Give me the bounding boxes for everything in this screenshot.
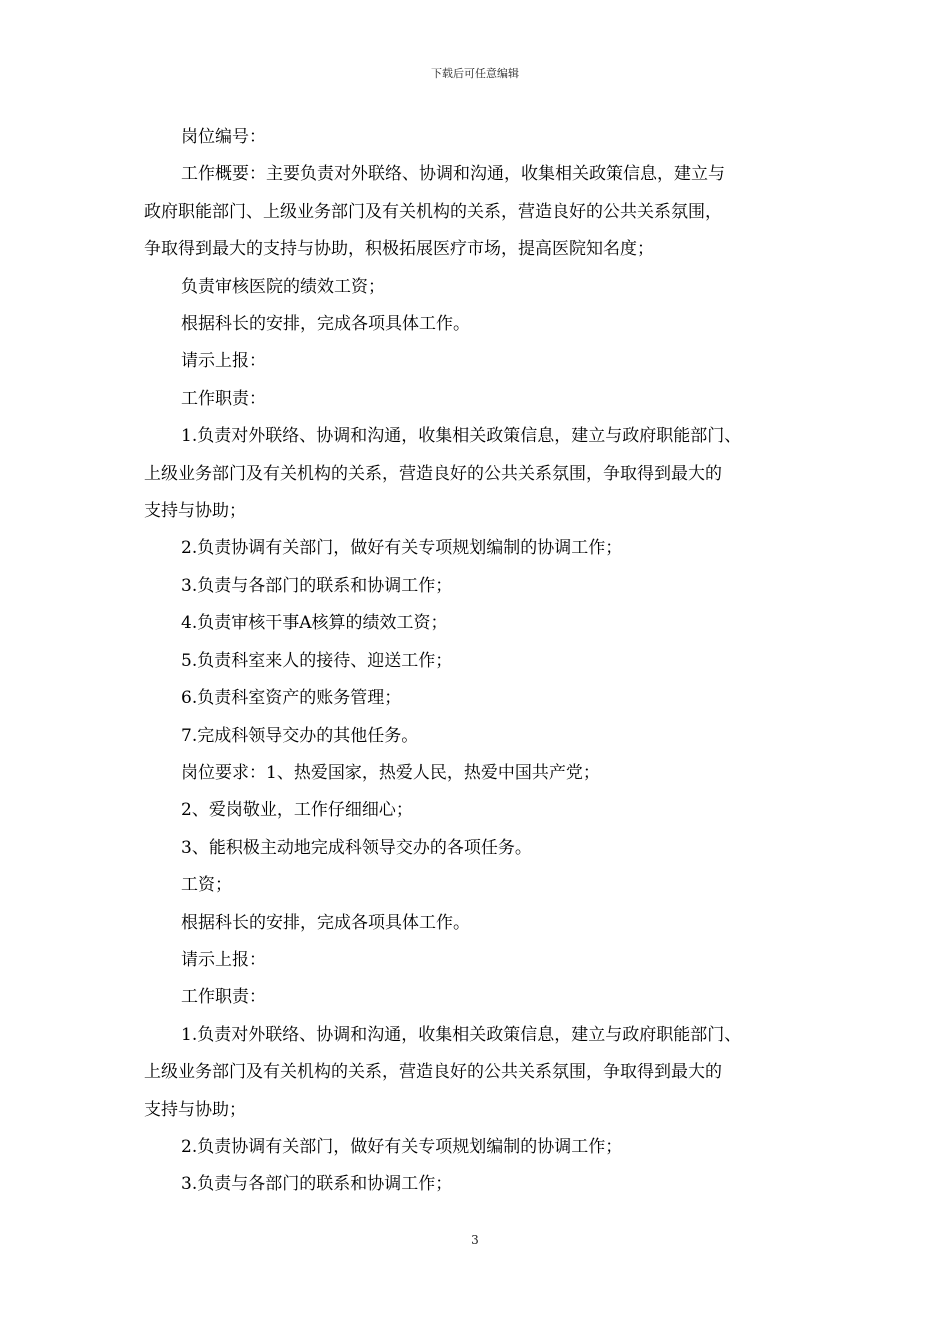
body-line: 1.负责对外联络、协调和沟通，收集相关政策信息，建立与政府职能部门、 (181, 426, 742, 447)
body-line: 5.负责科室来人的接待、迎送工作； (181, 650, 453, 671)
body-line: 3、能积极主动地完成科领导交办的各项任务。 (181, 837, 532, 858)
body-line: 7.完成科领导交办的其他任务。 (181, 725, 419, 746)
body-line: 6.负责科室资产的账务管理； (181, 688, 402, 709)
body-line: 4.负责审核干事A核算的绩效工资； (181, 613, 448, 634)
document-body (144, 119, 816, 1204)
body-line: 根据科长的安排，完成各项具体工作。 (181, 314, 470, 335)
body-line: 争取得到最大的支持与协助，积极拓展医疗市场，提高医院知名度； (144, 239, 654, 260)
body-line: 2、爱岗敬业，工作仔细细心； (181, 800, 413, 821)
body-line: 支持与协助； (144, 1099, 246, 1120)
body-line: 3.负责与各部门的联系和协调工作； (181, 575, 453, 596)
body-line: 2.负责协调有关部门，做好有关专项规划编制的协调工作； (181, 1136, 623, 1157)
body-line: 请示上报： (181, 351, 266, 372)
body-line: 请示上报： (181, 949, 266, 970)
body-line: 政府职能部门、上级业务部门及有关机构的关系，营造良好的公共关系氛围， (144, 201, 722, 222)
body-line: 上级业务部门及有关机构的关系，营造良好的公共关系氛围，争取得到最大的 (144, 1062, 722, 1083)
body-line: 3.负责与各部门的联系和协调工作； (181, 1174, 453, 1195)
body-line: 工作概要：主要负责对外联络、协调和沟通，收集相关政策信息，建立与 (181, 164, 725, 185)
body-line: 根据科长的安排，完成各项具体工作。 (181, 912, 470, 933)
body-line: 负责审核医院的绩效工资； (181, 276, 385, 297)
body-line: 2.负责协调有关部门，做好有关专项规划编制的协调工作； (181, 538, 623, 559)
body-line: 工作职责： (181, 987, 266, 1008)
body-line: 1.负责对外联络、协调和沟通，收集相关政策信息，建立与政府职能部门、 (181, 1024, 742, 1045)
page-number: 3 (471, 1233, 479, 1247)
body-line: 工作职责： (181, 388, 266, 409)
body-line: 工资； (181, 875, 232, 896)
page-header: 下载后可任意编辑 (431, 67, 519, 80)
body-line: 岗位编号： (181, 127, 266, 147)
body-line: 支持与协助； (144, 501, 246, 522)
body-line: 上级业务部门及有关机构的关系，营造良好的公共关系氛围，争取得到最大的 (144, 463, 722, 484)
body-line: 岗位要求：1、热爱国家，热爱人民，热爱中国共产党； (181, 762, 600, 783)
